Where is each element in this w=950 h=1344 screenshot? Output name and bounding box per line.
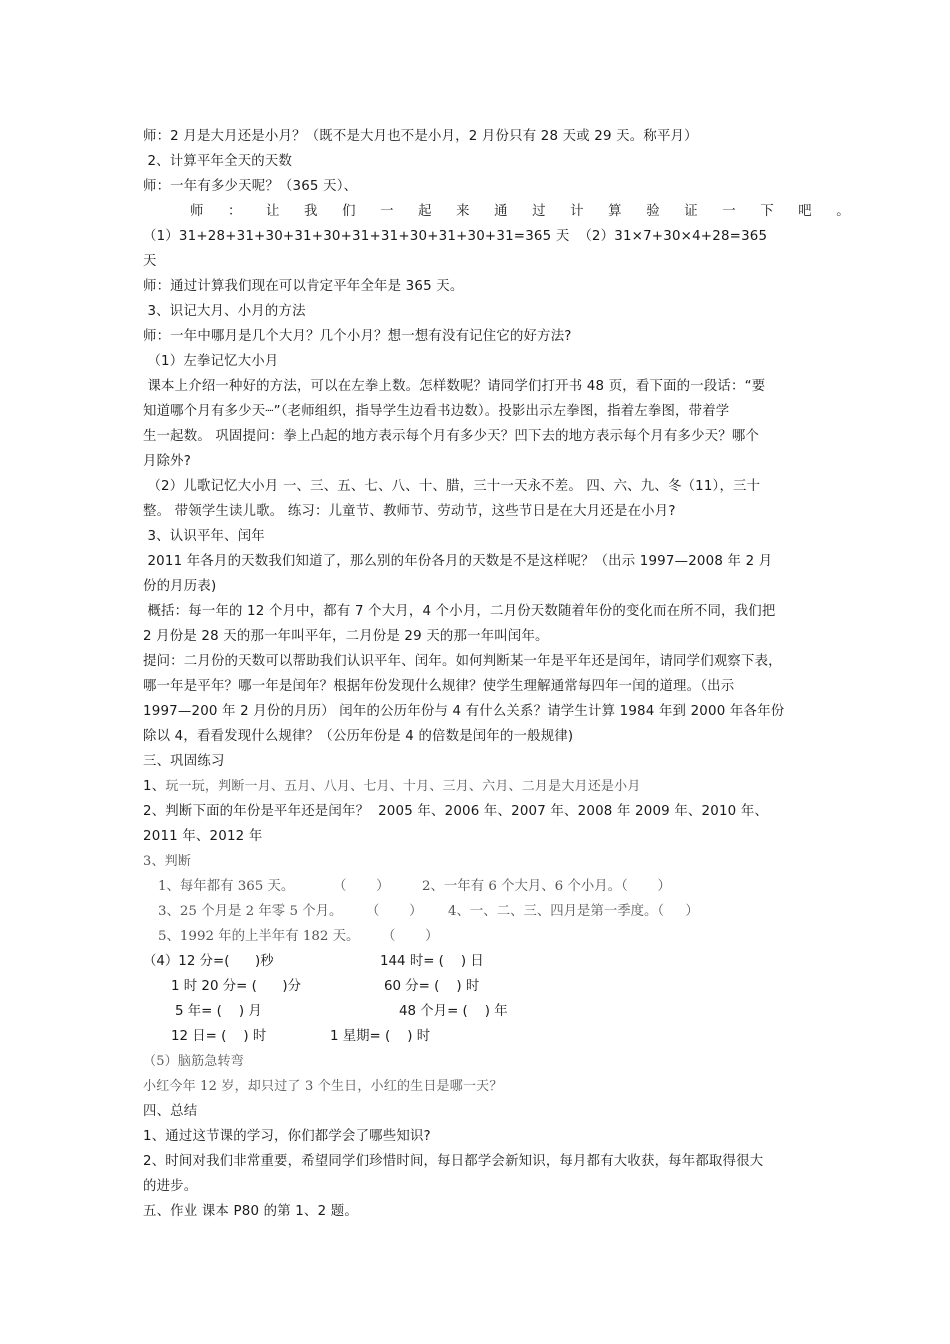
text-line: 的进步。 — [143, 1179, 198, 1194]
judge-item: 5、1992 年的上半年有 182 天。 — [158, 929, 360, 944]
text-line: （2）儿歌记忆大小月 一、三、五、七、八、十、腊，三十一天永不差。 四、六、九、冬（11），三十 — [143, 479, 761, 494]
judge-item: 3、25 个月是 2 年零 5 个月。 — [158, 904, 343, 919]
text-line: 2、计算平年全天的天数 — [143, 154, 293, 169]
text-line: 月除外? — [143, 454, 192, 469]
text-line: （1）左拳记忆大小月 — [143, 354, 279, 369]
text-line: 3、识记大月、小月的方法 — [143, 304, 306, 319]
section-heading: 三、巩固练习 — [143, 754, 225, 769]
practice-q3-title: 3、判断 — [143, 854, 192, 869]
riddle-title: （5）脑筋急转弯 — [143, 1054, 244, 1069]
convert-item: 48 个月= ( ) 年 — [399, 1004, 508, 1019]
judge-paren: （ ） — [333, 879, 390, 894]
text-line: 1997—200 年 2 月份的月历） 闰年的公历年份与 4 有什么关系？请学生计算 1984 年到 2000 年各年份 — [143, 704, 785, 719]
text-line: 哪一年是平年？哪一年是闰年？根据年份发现什么规律？使学生理解通常每四年一闰的道理。（出示 — [143, 679, 735, 694]
text-line: 师：一年有多少天呢？（365 天）、 — [143, 179, 358, 194]
text-line: （1）31+28+31+30+31+30+31+31+30+31+30+31=365 天 （2）31×7+30×4+28=365 — [143, 229, 768, 244]
text-line: 2011 年各月的天数我们知道了，那么别的年份各月的天数是不是这样呢？（出示 1997—2008 年 2 月 — [143, 554, 773, 569]
convert-item: 12 日= ( ) 时 — [171, 1029, 267, 1044]
riddle-text: 小红今年 12 岁，却只过了 3 个生日，小红的生日是哪一天？ — [143, 1079, 503, 1094]
judge-item: 1、每年都有 365 天。 — [158, 879, 295, 894]
convert-item: （4）12 分=( )秒 — [143, 954, 274, 969]
text-line: 3、认识平年、闰年 — [143, 529, 265, 544]
convert-item: 1 星期= ( ) 时 — [330, 1029, 431, 1044]
text-line: 2 月份是 28 天的那一年叫平年，二月份是 29 天的那一年叫闰年。 — [143, 629, 549, 644]
convert-item: 60 分= ( ) 时 — [384, 979, 480, 994]
text-line: 师：一年中哪月是几个大月？几个小月？想一想有没有记住它的好方法? — [143, 329, 572, 344]
text-line: 份的月历表) — [143, 579, 217, 594]
convert-item: 1 时 20 分= ( )分 — [171, 979, 301, 994]
judge-item: 2、一年有 6 个大月、6 个小月。（ ） — [422, 879, 671, 894]
section-heading: 四、总结 — [143, 1104, 198, 1119]
text-line: 提问：二月份的天数可以帮助我们认识平年、闰年。如何判断某一年是平年还是闰年，请同学们观察下表， — [143, 654, 782, 669]
practice-q1: 1、玩一玩，判断一月、五月、八月、七月、十月、三月、六月、二月是大月还是小月 — [143, 779, 641, 794]
judge-paren: （ ） — [382, 929, 439, 944]
convert-item: 5 年= ( ) 月 — [175, 1004, 262, 1019]
text-line: 概括：每一年的 12 个月中，都有 7 个大月，4 个小月，二月份天数随着年份的变化而在所不同，我们把 — [143, 604, 776, 619]
judge-item: 4、一、二、三、四月是第一季度。（ ） — [448, 904, 699, 919]
justified-line: 师 ： 让 我 们 一 起 来 通 过 计 算 验 证 一 下 吧 。 — [190, 204, 850, 219]
practice-q2: 2011 年、2012 年 — [143, 829, 263, 844]
practice-q2: 2、判断下面的年份是平年还是闰年？ 2005 年、2006 年、2007 年、2008 年 2009 年、2010 年、 — [143, 804, 769, 819]
convert-item: 144 时= ( ) 日 — [380, 954, 484, 969]
text-line: 2、时间对我们非常重要，希望同学们珍惜时间，每日都学会新知识，每月都有大收获，每年都取得很大 — [143, 1154, 764, 1169]
text-line: 课本上介绍一种好的方法，可以在左拳上数。怎样数呢？请同学们打开书 48 页，看下面的一段话：“要 — [143, 379, 766, 394]
text-line: 1、通过这节课的学习，你们都学会了哪些知识? — [143, 1129, 431, 1144]
text-line: 天 — [143, 254, 157, 269]
text-line: 整。 带领学生读儿歌。 练习：儿童节、教师节、劳动节，这些节日是在大月还是在小月? — [143, 504, 676, 519]
section-heading: 五、作业 课本 P80 的第 1、2 题。 — [143, 1204, 358, 1219]
text-line: 知道哪个月有多少天┈”（老师组织，指导学生边看书边数）。投影出示左拳图，指着左拳图，带着学 — [143, 404, 730, 419]
text-line: 除以 4，看看发现什么规律？（公历年份是 4 的倍数是闰年的一般规律) — [143, 729, 574, 744]
text-line: 师：通过计算我们现在可以肯定平年全年是 365 天。 — [143, 279, 464, 294]
text-line: 师：2 月是大月还是小月？（既不是大月也不是小月，2 月份只有 28 天或 29 天。称平月） — [143, 129, 698, 144]
text-line: 生一起数。 巩固提问：拳上凸起的地方表示每个月有多少天？凹下去的地方表示每个月有多少天？哪个 — [143, 429, 760, 444]
judge-paren: （ ） — [366, 904, 423, 919]
